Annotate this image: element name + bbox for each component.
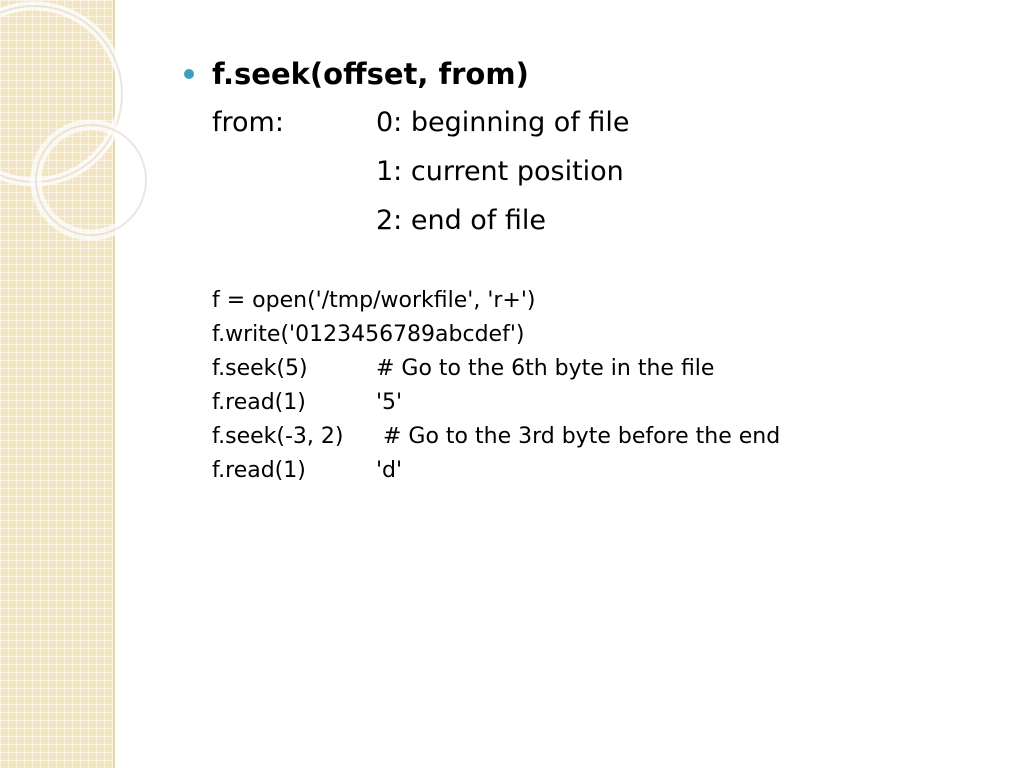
code-line-seek-end-comment: # Go to the 3rd byte before the end <box>383 424 781 449</box>
code-line-read-result: '5' <box>376 390 403 415</box>
code-line-seek-call: f.seek(5) <box>212 356 308 381</box>
from-option-0: 0: beginning of file <box>376 107 630 138</box>
bullet-item <box>184 52 529 96</box>
code-line-seek-end-call: f.seek(-3, 2) <box>212 424 344 449</box>
code-line-write: f.write('0123456789abcdef') <box>212 322 525 347</box>
code-line-read-end-call: f.read(1) <box>212 458 306 483</box>
from-label: from: <box>212 107 284 138</box>
code-line-read-call: f.read(1) <box>212 390 306 415</box>
code-line-read-end-result: 'd' <box>376 458 403 483</box>
slide-heading: f.seek(offset, from) <box>212 57 529 91</box>
code-line-open: f = open('/tmp/workfile', 'r+') <box>212 288 536 313</box>
bullet-dot-icon <box>184 69 194 79</box>
from-option-1: 1: current position <box>376 156 624 187</box>
ring-decoration-icon <box>0 0 160 260</box>
from-option-2: 2: end of file <box>376 205 547 236</box>
code-line-seek-comment: # Go to the 6th byte in the file <box>376 356 715 381</box>
